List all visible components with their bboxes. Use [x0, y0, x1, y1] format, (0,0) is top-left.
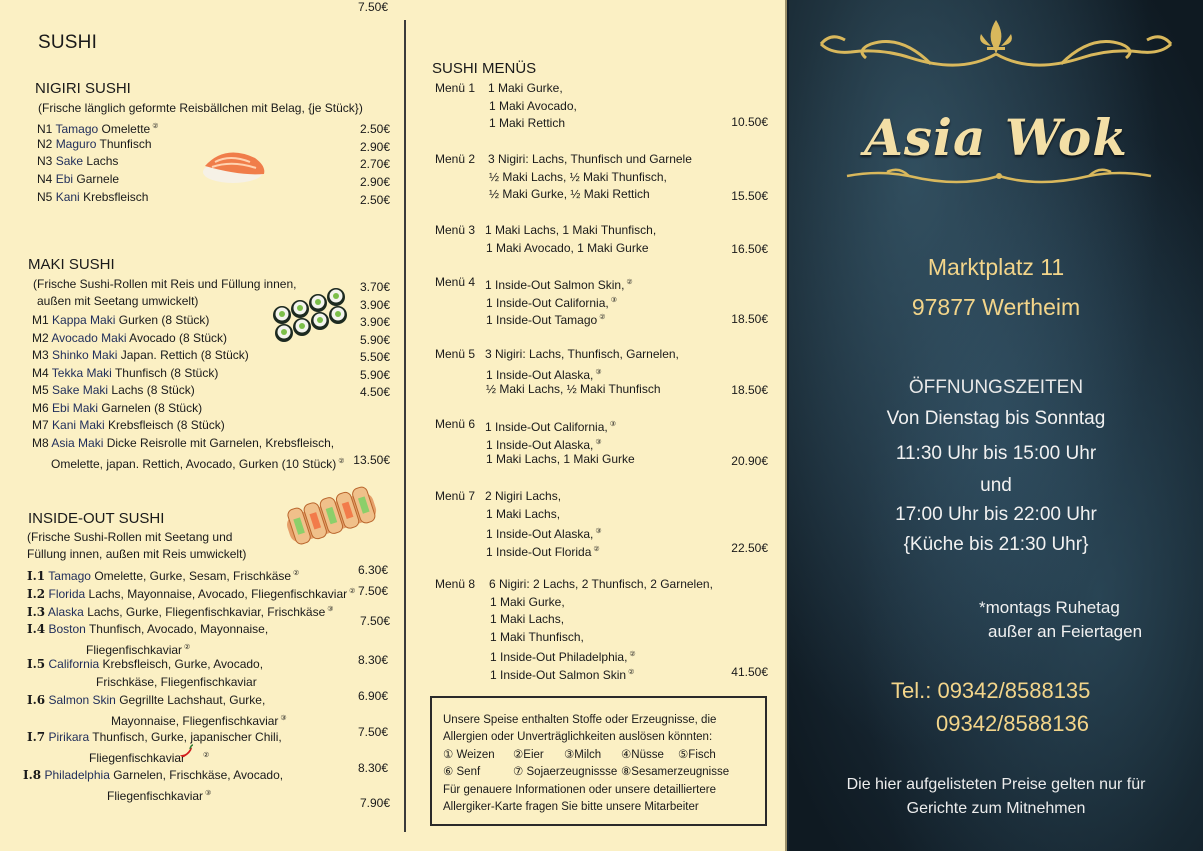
item-code: N5 [37, 190, 53, 204]
opening-hours-2: 17:00 Uhr bis 22:00 Uhr [895, 504, 1097, 525]
menu-line-text: 1 Inside-Out Alaska, [486, 527, 594, 542]
maki-item [32, 347, 249, 365]
allergen-weizen: ① Weizen [443, 748, 495, 761]
inside-out-item [27, 656, 263, 674]
item-code: M3 [32, 348, 49, 362]
item-name: Sake [55, 154, 84, 168]
allergen-sesam: ⑧Sesamerzeugnisse [621, 766, 730, 779]
item-code: M6 [32, 400, 49, 415]
item-description: Fliegenfischkaviar [89, 751, 186, 765]
menu-price: 22.50€ [731, 541, 768, 555]
item-description: Mayonnaise, Fliegenfischkaviar [111, 714, 279, 728]
menu-line [486, 506, 560, 524]
nigiri-item [37, 171, 119, 189]
item-description: Gegrillte Lachshaut, Gurke, [119, 693, 266, 707]
menu-line [489, 169, 667, 187]
item-price: 7.50€ [357, 0, 388, 14]
logo: Asia Wok [864, 108, 1128, 167]
item-description: Japan. Rettich (8 Stück) [120, 348, 249, 362]
address-city: 97877 Wertheim [911, 294, 1081, 320]
item-name: Tamago [48, 569, 91, 583]
menu-line-text: 3 Nigiri: Lachs, Thunfisch und Garnele [488, 152, 692, 166]
item-description: Lachs (8 Stück) [111, 383, 195, 397]
item-name: California [48, 657, 100, 671]
menu-line-text: ½ Maki Gurke, ½ Maki Rettich [489, 187, 650, 202]
allergen-note: ② [293, 570, 300, 577]
item-name: Boston [48, 622, 86, 636]
allergen-note: ② [628, 669, 635, 676]
menu-line-text: 1 Maki Avocado, [489, 98, 577, 113]
menu-line-text: 1 Inside-Out Alaska, [486, 437, 594, 452]
item-price: 6.90€ [357, 689, 388, 703]
menu-line-text: 1 Maki Lachs, 1 Maki Thunfisch, [485, 223, 657, 237]
allergen-note: ② [626, 279, 633, 286]
phone-1[interactable]: Tel.: 09342/8588135 [891, 678, 1091, 703]
salmon-nigiri-image [200, 140, 270, 190]
allergen-eier: ②Eier [513, 748, 544, 761]
item-description: Omelette, Gurke, Sesam, Frischkäse [94, 569, 292, 583]
item-description: Avocado (8 Stück) [129, 330, 227, 345]
maki-description-2: außen mit Seetang umwickelt) [37, 294, 199, 308]
closed-day-note: *montags Ruhetag [979, 598, 1120, 617]
item-description: Krebsfleisch, Gurke, Avocado, [102, 657, 264, 671]
allergen-note: ② [599, 314, 606, 322]
item-price: 6.30€ [357, 563, 388, 577]
item-description: Garnele [76, 172, 120, 186]
item-name: Alaska [47, 605, 84, 619]
maki-filling [335, 311, 341, 317]
maki-item [32, 365, 218, 383]
allergy-line-1: Unsere Speise enthalten Stoffe oder Erzeugnisse, die [443, 714, 717, 726]
inside-out-title: INSIDE-OUT SUSHI [28, 510, 165, 527]
allergen-note: ② [629, 651, 636, 659]
inside-out-item [27, 621, 268, 639]
item-description: Fliegenfischkaviar [86, 643, 183, 657]
maki-price: 3.90€ [359, 315, 390, 329]
maki-price: 5.90€ [359, 332, 390, 347]
item-name: Kappa Maki [52, 313, 116, 327]
inside-out-rolls-image [280, 486, 380, 546]
maki-price: 3.70€ [359, 280, 390, 294]
item-code: I.7 [27, 730, 46, 744]
sushi-heading: SUSHI [38, 32, 98, 53]
menu-price: 18.50€ [731, 312, 768, 326]
item-description: Thunfisch (8 Stück) [114, 365, 219, 380]
menu-label: Menü 4 [435, 275, 476, 289]
allergy-row-2 [443, 764, 755, 781]
nigiri-item [37, 189, 148, 207]
menu-label: Menü 2 [435, 152, 476, 166]
menu-line-text: 6 Nigiri: 2 Lachs, 2 Thunfisch, 2 Garnelen, [489, 577, 713, 591]
menu-line [485, 346, 679, 364]
disclaimer-line-1: Die hier aufgelisteten Preise gelten nur für [846, 776, 1146, 793]
menu-line-text: 1 Inside-Out Alaska, [486, 367, 594, 382]
item-name: Ebi Maki [52, 400, 99, 415]
menu-line [489, 576, 713, 594]
menu-label: Menü 5 [435, 347, 476, 361]
kitchen-hours: {Küche bis 21:30 Uhr} [903, 534, 1089, 555]
menu-line-text: 1 Inside-Out Tamago [486, 313, 598, 328]
item-price: 7.50€ [357, 584, 388, 598]
logo-underline-ornament [839, 164, 1159, 188]
item-description: Omelette [101, 122, 151, 136]
item-code: M4 [32, 365, 49, 380]
allergen-note: ② [203, 752, 210, 759]
maki-filling [317, 317, 323, 323]
menu-line [489, 186, 650, 204]
item-description: Garnelen (8 Stück) [101, 400, 203, 415]
maki-item [32, 435, 334, 453]
item-description: Dicke Reisrolle mit Garnelen, Krebsfleisch, [106, 435, 335, 450]
item-price: 2.50€ [359, 193, 390, 207]
opening-days: Von Dienstag bis Sonntag [886, 408, 1106, 429]
menu-line-text: 1 Maki Lachs, 1 Maki Gurke [486, 452, 635, 467]
item-code: M2 [32, 330, 49, 345]
nigiri-item [37, 153, 118, 171]
menu-label: Menü 3 [435, 223, 476, 237]
allergen-note: ③ [595, 528, 602, 536]
item-code: I.2 [27, 587, 46, 601]
item-description: Lachs [86, 154, 119, 168]
menu-line [486, 240, 649, 258]
menu-line [488, 80, 563, 98]
menu-line-text: 1 Inside-Out Florida [486, 544, 592, 559]
allergen-note: ③ [280, 715, 287, 722]
item-code: I.8 [23, 768, 42, 782]
info-panel [789, 0, 1203, 851]
menu-label: Menü 8 [435, 577, 476, 591]
menu-price: 41.50€ [731, 665, 768, 679]
maki-filling [297, 305, 303, 311]
allergen-senf: ⑥ Senf [443, 766, 481, 779]
maki-m8-price: 13.50€ [353, 453, 390, 467]
item-name: Florida [48, 587, 86, 601]
allergen-note: ③ [610, 296, 618, 304]
maki-item [32, 417, 225, 435]
nigiri-item [37, 136, 152, 154]
menu-price: 20.90€ [731, 454, 768, 468]
item-code: N4 [37, 172, 53, 186]
inside-out-item-line2 [111, 710, 287, 731]
inside-out-item [23, 767, 283, 785]
item-name: Philadelphia [44, 768, 110, 782]
menu-line-text: 2 Nigiri Lachs, [485, 489, 562, 503]
phone-2[interactable]: 09342/8588136 [936, 711, 1089, 736]
item-code: N3 [37, 154, 53, 168]
allergen-note: ② [593, 545, 600, 553]
menu-price: 18.50€ [731, 383, 768, 397]
item-name: Tamago [55, 122, 99, 136]
inside-out-extra-price-2: 7.90€ [359, 796, 390, 810]
item-price: 2.70€ [359, 157, 390, 171]
menu-line [490, 664, 634, 685]
maki-filling [299, 323, 305, 329]
maki-filling [315, 299, 321, 305]
item-description: Fliegenfischkaviar [107, 789, 204, 803]
maki-m8-line2: Omelette, japan. Rettich, Avocado, Gurken (10 Stück) ② [51, 457, 345, 471]
maki-title: MAKI SUSHI [28, 256, 115, 273]
menu-line [490, 611, 564, 629]
menu-line [486, 381, 661, 399]
item-code: N2 [37, 137, 53, 151]
opening-hours-title: ÖFFNUNGSZEITEN [908, 377, 1084, 398]
maki-filling [333, 293, 339, 299]
menu-label: Menü 1 [435, 81, 476, 95]
maki-price: 5.90€ [359, 367, 390, 382]
inside-out-item-line2 [96, 674, 257, 692]
item-price: 8.30€ [357, 761, 388, 775]
item-name: Sake Maki [52, 383, 109, 397]
menu-line-text: 3 Nigiri: Lachs, Thunfisch, Garnelen, [485, 347, 679, 361]
menu-line-text: 1 Inside-Out Salmon Skin [490, 668, 627, 682]
menu-line [490, 594, 565, 612]
allergy-line-6: Allergiker-Karte fragen Sie bitte unsere Mitarbeiter [443, 801, 699, 814]
item-description: Gurken (8 Stück) [118, 313, 210, 327]
nigiri-title: NIGIRI SUSHI [35, 80, 131, 97]
item-name: Shinko Maki [52, 348, 118, 362]
allergen-note: ② [152, 123, 159, 130]
inside-out-description-2: Füllung innen, außen mit Reis umwickelt) [27, 547, 247, 561]
inside-out-item-line2 [107, 785, 211, 806]
item-price: 2.50€ [359, 122, 390, 136]
item-description: Lachs, Gurke, Fliegenfischkaviar, Frischkäse [87, 605, 326, 619]
item-code: I.3 [27, 605, 46, 619]
chili-icon [178, 744, 194, 758]
item-price: 2.90€ [359, 175, 390, 189]
menu-line-text: 1 Inside-Out California, [486, 295, 609, 310]
item-name: Avocado Maki [51, 330, 127, 345]
menu-label: Menü 7 [435, 489, 476, 503]
item-price: 2.90€ [359, 140, 390, 154]
menu-line [488, 151, 692, 169]
maki-rolls-image [270, 281, 348, 349]
allergen-note: ③ [205, 790, 212, 797]
item-name: Kani Maki [52, 418, 105, 432]
allergen-note: ③ [595, 368, 602, 376]
item-price: 8.30€ [357, 653, 388, 667]
allergy-row-1 [443, 747, 755, 764]
maki-item [32, 400, 202, 418]
column-divider [404, 20, 406, 832]
allergen-soja: ⑦ Sojaerzeugnissse [513, 766, 618, 779]
item-name: Salmon Skin [48, 693, 116, 707]
maki-item [32, 312, 209, 330]
menu-price: 16.50€ [731, 242, 768, 256]
item-price: 7.50€ [357, 725, 388, 739]
item-description: Lachs, Mayonnaise, Avocado, Fliegenfischkaviar [88, 587, 348, 601]
menu-line-text: 1 Maki Gurke, [488, 81, 563, 95]
item-name: Kani [55, 190, 80, 204]
menu-line [485, 488, 561, 506]
item-description: Frischkäse, Fliegenfischkaviar [96, 675, 257, 689]
maki-price: 4.50€ [359, 385, 390, 399]
menu-line-text: 1 Maki Lachs, [490, 612, 565, 627]
menu-line-text: 1 Maki Thunfisch, [490, 629, 584, 644]
holiday-note: außer an Feiertagen [988, 622, 1143, 641]
menu-line-text: 1 Inside-Out California, [485, 420, 608, 434]
item-description: Thunfisch [99, 137, 152, 151]
item-code: M5 [32, 383, 49, 397]
allergy-info-box [430, 696, 767, 826]
item-name: Asia Maki [51, 435, 104, 450]
menus-title: SUSHI MENÜS [432, 60, 537, 77]
item-name: Maguro [55, 137, 97, 151]
maki-filling [279, 311, 285, 317]
item-code: I.4 [27, 622, 46, 636]
menu-label: Menü 6 [435, 417, 476, 431]
item-name: Tekka Maki [51, 365, 112, 380]
item-description: Thunfisch, Avocado, Mayonnaise, [88, 622, 269, 636]
item-name: Pirikara [48, 730, 90, 744]
item-name: Ebi [55, 172, 74, 186]
menu-line-text: 1 Inside-Out Salmon Skin, [485, 278, 625, 292]
allergen-milch: ③Milch [564, 748, 602, 761]
inside-out-description-1: (Frische Sushi-Rollen mit Seetang und [27, 530, 233, 544]
maki-price: 3.90€ [359, 297, 390, 312]
menu-line [489, 115, 565, 133]
item-code: M7 [32, 418, 49, 432]
item-description: Krebsfleisch (8 Stück) [108, 418, 225, 432]
menu-line-text: 1 Inside-Out Philadelphia, [490, 650, 628, 665]
menu-line-text: ½ Maki Lachs, ½ Maki Thunfisch [486, 382, 661, 397]
item-description: Krebsfleisch [83, 190, 149, 204]
allergy-line-5: Für genauere Informationen oder unsere detailliertere [443, 783, 716, 796]
menu-line-text: 1 Maki Lachs, [486, 506, 561, 521]
menu-line-text: 1 Maki Gurke, [490, 594, 565, 609]
allergen-note: ② [349, 588, 356, 595]
menu-price: 10.50€ [731, 115, 768, 129]
maki-item [32, 382, 195, 400]
opening-hours-and: und [980, 475, 1012, 496]
menu-line-text: ½ Maki Lachs, ½ Maki Thunfisch, [489, 169, 667, 184]
address-street: Marktplatz 11 [927, 254, 1065, 280]
menu-line [489, 98, 577, 116]
menu-line-text: 1 Maki Avocado, 1 Maki Gurke [486, 240, 649, 255]
nigiri-description: (Frische länglich geformte Reisbällchen mit Belag, {je Stück}) [38, 101, 363, 115]
menu-line [486, 541, 600, 562]
allergen-note: ③ [609, 421, 617, 428]
maki-price: 5.50€ [359, 350, 390, 364]
item-code: M8 [32, 435, 49, 450]
maki-item [32, 330, 227, 348]
menu-price: 15.50€ [731, 189, 768, 203]
menu-line [486, 451, 635, 469]
inside-out-extra-price-1: 7.50€ [359, 614, 390, 628]
menu-line [490, 629, 584, 647]
item-description: Thunfisch, Gurke, japanischer Chili, [92, 730, 282, 744]
item-code: M1 [32, 313, 49, 327]
allergen-note: ③ [595, 438, 602, 446]
allergy-line-2: Allergien oder Unverträglichkeiten auslösen könnten: [443, 731, 713, 744]
item-description: Garnelen, Frischkäse, Avocado, [113, 768, 284, 782]
allergen-nuesse: ④Nüsse [621, 748, 664, 761]
menu-line-text: 1 Maki Rettich [489, 116, 566, 131]
top-ornament [811, 14, 1181, 78]
item-code: I.1 [27, 569, 46, 583]
inside-out-item [27, 729, 282, 747]
item-code: I.6 [27, 693, 46, 707]
item-code: N1 [37, 122, 53, 136]
maki-description-1: (Frische Sushi-Rollen mit Reis und Füllung innen, [33, 277, 297, 291]
opening-hours-1: 11:30 Uhr bis 15:00 Uhr [895, 443, 1097, 464]
item-code: I.5 [27, 657, 46, 671]
disclaimer-line-2: Gerichte zum Mitnehmen [906, 800, 1086, 817]
allergen-fisch: ⑤Fisch [678, 748, 716, 761]
allergen-note: ③ [327, 606, 334, 613]
allergen-note: ② [184, 644, 191, 651]
maki-filling [281, 329, 287, 335]
menu-line [486, 309, 605, 330]
inside-out-item [27, 601, 334, 622]
menu-line [485, 222, 656, 240]
inside-out-item [27, 692, 265, 710]
